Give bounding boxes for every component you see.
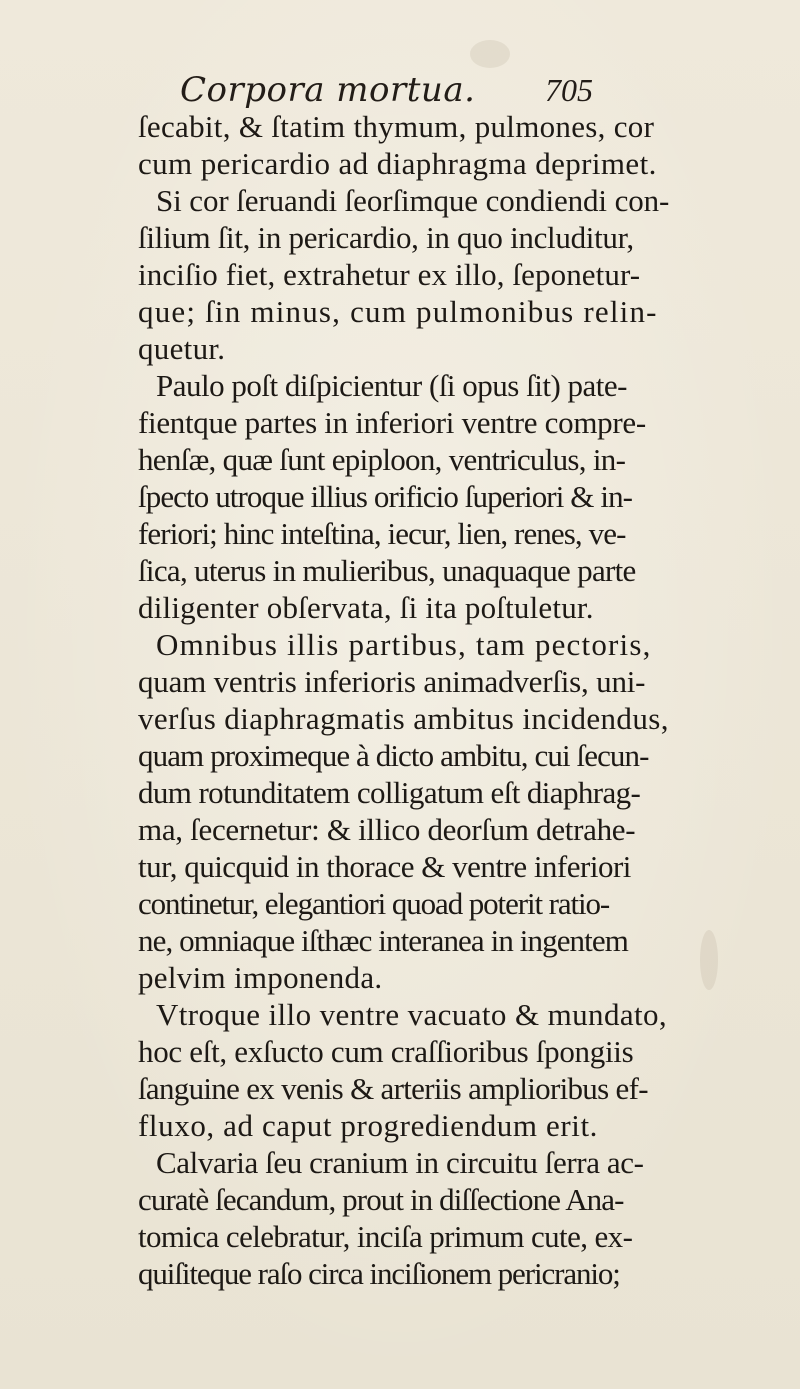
text-line: ne, omniaque iſthæc interanea in ingentem [138,923,628,958]
text-line: continetur, elegantiori quoad poterit ratio- [138,886,610,921]
text-line: que; ſin minus, cum pulmonibus relin- [138,294,658,329]
text-line: dum rotunditatem colligatum eſt diaphrag- [138,775,641,810]
text-line: quiſiteque raſo circa inciſionem pericranio; [138,1256,620,1291]
text-line: ſanguine ex venis & arteriis amplioribus ef- [138,1071,648,1106]
text-line: inciſio fiet, extrahetur ex illo, ſeponetur- [138,257,641,292]
running-head: Corpora mortua. [180,70,476,110]
text-line: Vtroque illo ventre vacuato & mundato, [156,997,668,1032]
text-line: diligenter obſervata, ſi ita poſtuletur. [138,590,594,625]
text-line: ſica, uterus in mulieribus, unaquaque parte [138,553,636,588]
text-line: feriori; hinc inteſtina, iecur, lien, renes, ve- [138,516,626,551]
text-line: tur, quicquid in thorace & ventre inferiori [138,849,631,884]
text-line: curatè ſecandum, prout in diſſectione Ana- [138,1182,624,1217]
text-line: quam proximeque à dicto ambitu, cui ſecun- [138,738,649,773]
text-line: Paulo poſt diſpicientur (ſi opus ſit) pate- [156,368,627,403]
paper-stain [700,930,718,990]
text-line: henſæ, quæ ſunt epiploon, ventriculus, in- [138,442,626,477]
text-line: verſus diaphragmatis ambitus incidendus, [138,701,669,736]
text-line: fientque partes in inferiori ventre compre- [138,405,646,440]
text-line: Si cor ſeruandi ſeorſimque condiendi con- [156,183,670,218]
paper-stain [470,40,510,68]
text-line: fluxo, ad caput progrediendum erit. [138,1108,599,1143]
text-line: cum pericardio ad diaphragma deprimet. [138,146,657,181]
text-line: Calvaria ſeu cranium in circuitu ſerra ac- [156,1145,644,1180]
text-line: pelvim imponenda. [138,960,383,995]
text-line: tomica celebratur, inciſa primum cute, ex- [138,1219,633,1254]
text-line: Omnibus illis partibus, tam pectoris, [156,627,652,662]
page-number: 705 [545,72,593,108]
text-line: ma, ſecernetur: & illico deorſum detrahe- [138,812,636,847]
text-line: quam ventris inferioris animadverſis, uni- [138,664,646,699]
text-line: quetur. [138,331,226,366]
text-line: ſecabit, & ſtatim thymum, pulmones, cor [138,109,655,144]
text-line: ſilium ſit, in pericardio, in quo includitur, [138,220,634,255]
text-line: hoc eſt, exſucto cum craſſioribus ſpongiis [138,1034,634,1069]
text-line: ſpecto utroque illius orificio ſuperiori & in- [138,479,633,514]
